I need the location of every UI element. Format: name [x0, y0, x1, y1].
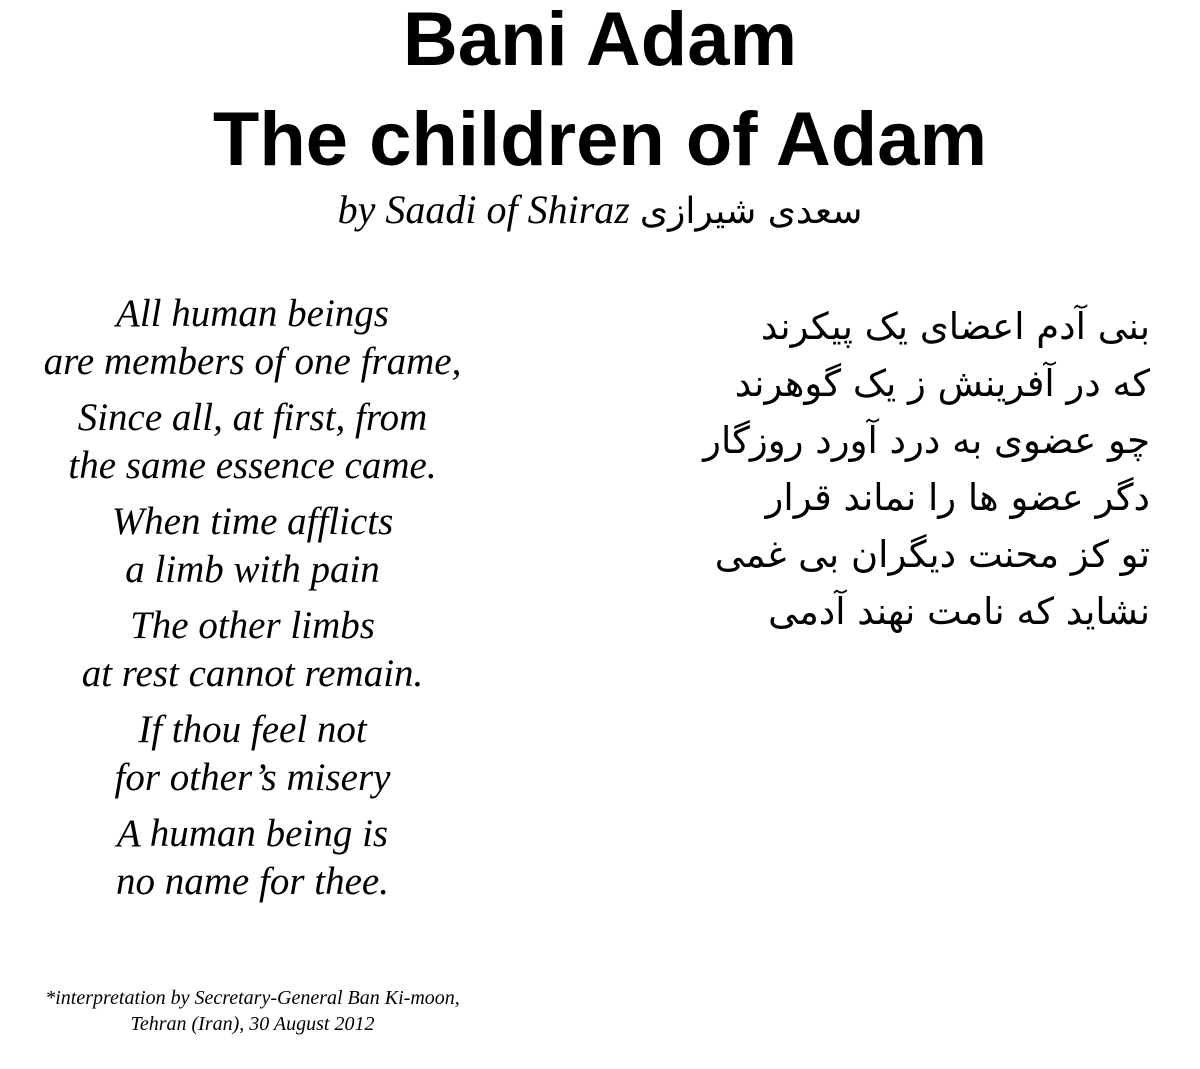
english-poem-line: Since all, at first, from [77, 396, 428, 439]
english-poem-line: When time afflicts [111, 500, 394, 543]
title-line-1: Bani Adam [402, 0, 798, 82]
byline-persian: سعدی شیرازی [639, 191, 863, 232]
persian-poem-line: نشاید که نامت نهند آدمی [768, 590, 1150, 633]
english-poem-line: a limb with pain [125, 548, 380, 591]
english-poem-line: no name for thee. [116, 860, 389, 903]
english-poem-line: The other limbs [130, 604, 375, 647]
persian-poem-line: دگر عضو ها را نماند قرار [765, 476, 1150, 519]
persian-poem-line: چو عضوی به درد آورد روزگار [703, 419, 1150, 462]
english-stanza [0, 394, 505, 490]
footnote-line-2: Tehran (Iran), 30 August 2012 [130, 1013, 375, 1035]
title-line-2: The children of Adam [212, 97, 988, 182]
english-stanza [0, 602, 505, 698]
persian-poem-line: که در آفرینش ز یک گوهرند [734, 362, 1150, 405]
persian-poem-line: تو کز محنت دیگران بی غمی [714, 533, 1150, 576]
english-stanza [0, 706, 505, 802]
footnote-line-1: *interpretation by Secretary-General Ban Ki-moon, [45, 987, 460, 1009]
english-poem [0, 290, 505, 914]
footnote [0, 985, 505, 1037]
english-stanza [0, 498, 505, 594]
english-poem-line: for other’s misery [114, 756, 391, 799]
english-poem-line: If thou feel not [138, 708, 367, 751]
persian-poem-line: بنی آدم اعضای یک پیکرند [760, 305, 1150, 348]
english-poem-line: A human being is [116, 812, 389, 855]
persian-poem [630, 298, 1150, 640]
english-stanza [0, 810, 505, 906]
english-poem-line: are members of one frame, [43, 340, 462, 383]
byline [0, 188, 1200, 232]
english-stanza [0, 290, 505, 386]
byline-english: by Saadi of Shiraz [337, 187, 630, 232]
english-poem-line: All human beings [116, 292, 389, 335]
english-poem-line: the same essence came. [68, 444, 437, 487]
english-poem-line: at rest cannot remain. [81, 652, 424, 695]
